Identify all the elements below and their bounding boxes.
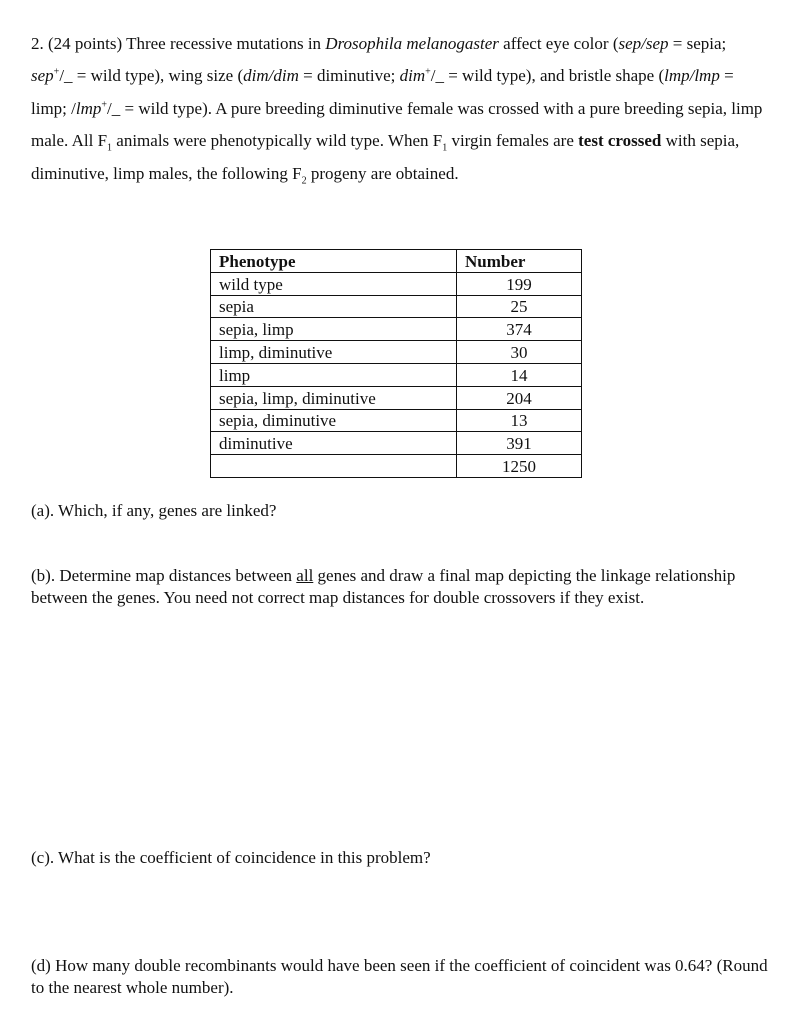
- progeny-table: [210, 249, 582, 478]
- number-cell: 25: [457, 295, 582, 318]
- problem-statement: [31, 28, 763, 190]
- problem-text: animals were phenotypically wild type. When F: [112, 131, 443, 151]
- phenotype-cell: sepia: [211, 295, 457, 318]
- problem-text: with sepia, diminutive, limp males, the following F: [31, 131, 740, 183]
- question-b-text: genes and draw a final map depicting the linkage relationship between the genes. You need not correct map distances for double crossovers if they exist.: [31, 566, 736, 607]
- number-cell: 374: [457, 318, 582, 341]
- number-cell: 204: [457, 386, 582, 409]
- genotype-lmp-lmp: lmp/lmp: [664, 66, 720, 86]
- question-b-text: (b). Determine map distances between: [31, 566, 297, 585]
- problem-text: = sepia;: [668, 34, 727, 53]
- phenotype-cell: sepia, diminutive: [211, 409, 457, 432]
- problem-text: /_ = wild type), wing size (: [59, 66, 244, 86]
- species-name: Drosophila melanogaster: [325, 34, 499, 53]
- number-cell: 30: [457, 341, 582, 364]
- phenotype-cell: wild type: [211, 272, 457, 295]
- table-row: [211, 318, 582, 341]
- phenotype-cell: diminutive: [211, 432, 457, 455]
- subscript-one: 1: [107, 142, 113, 154]
- table-header-row: [211, 250, 582, 273]
- question-a: (a). Which, if any, genes are linked?: [31, 501, 277, 520]
- subscript-two: 2: [301, 175, 307, 187]
- phenotype-header: Phenotype: [211, 250, 457, 273]
- number-cell: 391: [457, 432, 582, 455]
- table-total-row: [211, 455, 582, 478]
- problem-text: virgin females are: [447, 131, 579, 151]
- problem-text: = diminutive;: [298, 66, 400, 86]
- phenotype-cell: sepia, limp, diminutive: [211, 386, 457, 409]
- superscript-plus: +: [53, 66, 60, 78]
- subscript-one: 1: [442, 142, 448, 154]
- table-row: [211, 295, 582, 318]
- genotype-dim: dim: [399, 66, 426, 86]
- total-cell: 1250: [457, 455, 582, 478]
- genotype-dim-dim: dim/dim: [243, 66, 299, 86]
- question-b: [31, 565, 771, 608]
- table-row: [211, 272, 582, 295]
- number-header: Number: [457, 250, 582, 273]
- genotype-lmp: lmp: [75, 98, 102, 118]
- problem-text: /_ = wild type). A pure breeding diminutive female was crossed with a pure breeding sepia, limp male. All F: [31, 98, 763, 151]
- question-c: (c). What is the coefficient of coincidence in this problem?: [31, 848, 431, 867]
- phenotype-cell: sepia, limp: [211, 318, 457, 341]
- superscript-plus: +: [101, 99, 108, 111]
- genotype-sep: sep: [31, 66, 54, 86]
- phenotype-cell: limp: [211, 363, 457, 386]
- question-d: (d) How many double recombinants would have been seen if the coefficient of coincident was 0.64? (Round to the nearest whole number).: [31, 956, 768, 997]
- table-row: [211, 341, 582, 364]
- phenotype-cell: limp, diminutive: [211, 341, 457, 364]
- test-crossed-bold: test crossed: [578, 131, 662, 151]
- problem-text: affect eye color (: [498, 34, 619, 53]
- problem-text: 2. (24 points) Three recessive mutations in: [31, 34, 326, 53]
- table-row: [211, 432, 582, 455]
- table-row: [211, 409, 582, 432]
- number-cell: 14: [457, 363, 582, 386]
- table-row: [211, 386, 582, 409]
- empty-cell: [211, 455, 457, 478]
- underlined-all: all: [296, 566, 314, 585]
- problem-text: = limp; /: [31, 66, 734, 118]
- problem-text: progeny are obtained.: [306, 163, 459, 183]
- genotype-sep-sep: sep/sep: [618, 34, 669, 53]
- number-cell: 13: [457, 409, 582, 432]
- number-cell: 199: [457, 272, 582, 295]
- superscript-plus: +: [425, 66, 431, 78]
- problem-text: /_ = wild type), and bristle shape (: [430, 66, 665, 86]
- table-row: [211, 363, 582, 386]
